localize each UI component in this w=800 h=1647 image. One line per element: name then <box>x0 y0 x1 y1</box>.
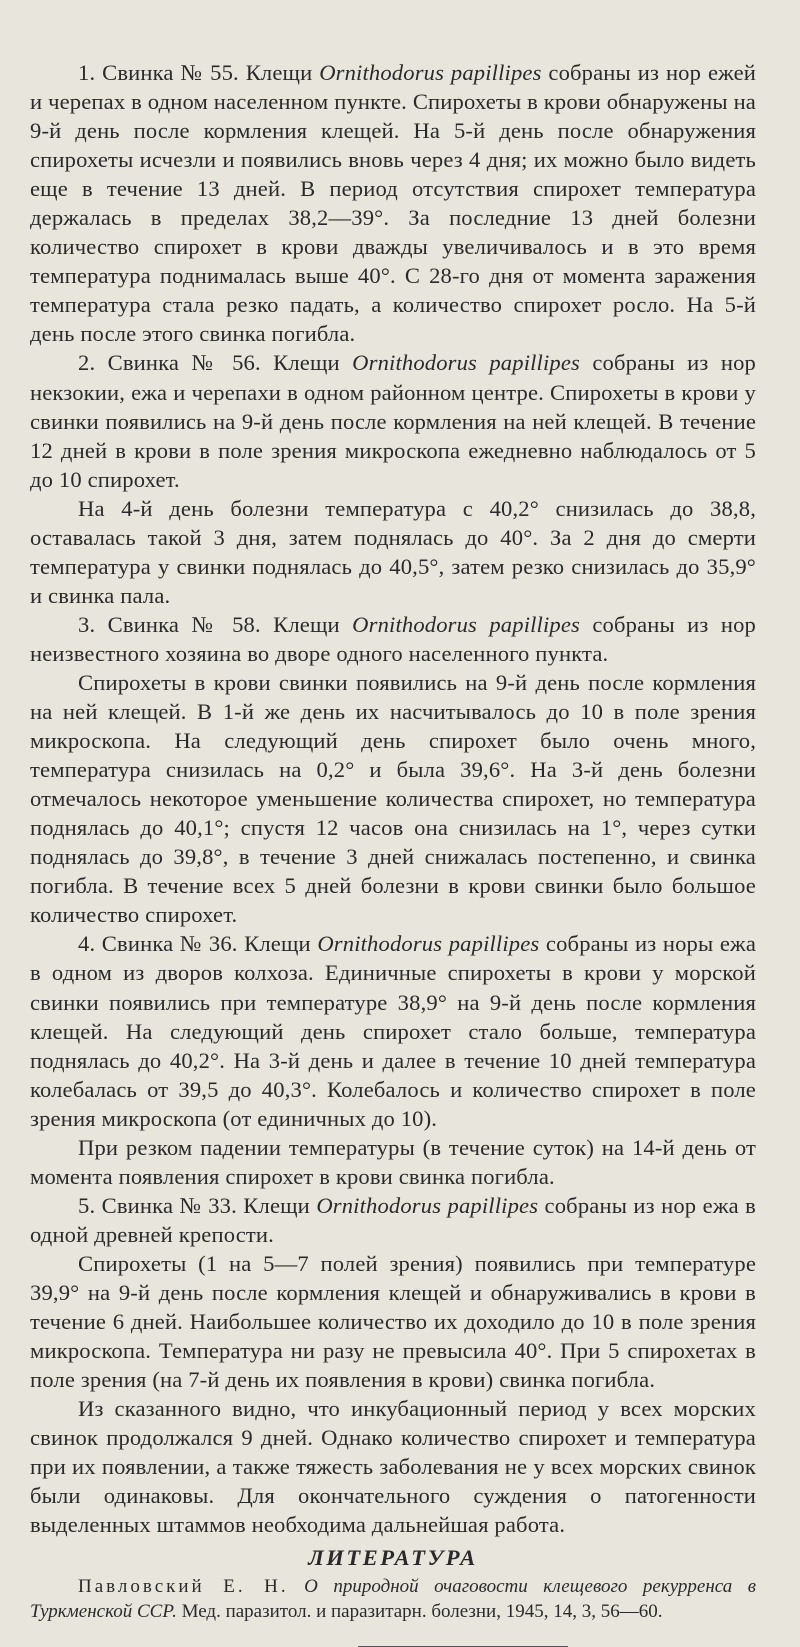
paragraph-case-1: 1. Свинка № 55. Клещи Ornithodorus papillipes собраны из нор ежей и черепах в одном населенном пункте. Спирохеты в крови обнаружены на 9-й день после кормления клещей. На 5-й день после обнаружения спирохеты исчезли и появились вновь через 4 дня; их можно было видеть еще в течение 13 дней. В период отсутствия спирохет температура держалась в пределах 38,2—39°. За последние 13 дней болезни количество спирохет в крови дважды увеличивалось и в это время температура поднималась выше 40°. С 28-го дня от момента заражения температура стала резко падать, а количество спирохет росло. На 5-й день после этого свинка погибла. <box>30 60 757 347</box>
paragraph-case-5-course: Спирохеты (1 на 5—7 полей зрения) появились при температуре 39,9° на 9-й день после кормления клещей и обнаруживались в крови в течение 6 дней. Наибольшее количество их доходило до 10 в поле зрения микроскопа. Температура ни разу не превысила 40°. При 5 спирохетах в поле зрения (на 7-й день их появления в крови) свинка погибла. <box>30 1250 756 1393</box>
paragraph-conclusion: Из сказанного видно, что инкубационный период у всех морских свинок продолжался 9 дней. Однако количество спирохет и температура при их появлении, а также тяжесть заболевания не у всех морских свинок были одинаковы. Для окончательного суждения о патогенности выделенных штаммов необходима дальнейшая работа. <box>30 1396 756 1538</box>
paragraph-case-3-course: Спирохеты в крови свинки появились на 9-й день после кормления на ней клещей. В 1-й же день их насчитывалось до 10 в поле зрения микроскопа. На следующий день спирохет было очень много, температура снизилась на 0,2° и была 39,6°. На 3-й день болезни отмечалось некоторое уменьшение количества спирохет, но температура поднялась до 40,1°; спустя 12 часов она снизилась на 1°, через сутки поднялась до 39,8°, в течение 3 дней снижалась постепенно, и свинка погибла. В течение всех 5 дней болезни в крови свинки было большое количество спирохет. <box>30 669 756 928</box>
species-name: Ornithodorus papillipes <box>352 350 580 376</box>
literature-heading: ЛИТЕРАТУРА <box>308 1545 478 1571</box>
paragraph-case-4-outcome: При резком падении температуры (в течение суток) на 14-й день от момента появления спирохет в крови свинка погибла. <box>30 1134 756 1189</box>
reference-source: Мед. паразитол. и паразитарн. болезни, 1945, 14, 3, 56—60. <box>176 1601 663 1623</box>
literature-reference <box>30 1574 756 1624</box>
species-name: Ornithodorus papillipes <box>317 931 540 957</box>
species-name: Ornithodorus papillipes <box>316 1192 539 1218</box>
paragraph-case-2: 2. Свинка № 56. Клещи Ornithodorus papillipes собраны из нор некзокии, ежа и черепахи в одном районном центре. Спирохеты в крови у свинки появились на 9-й день после кормления на ней клещей. В течение 12 дней в крови в поле зрения микроскопа ежедневно наблюдалось от 5 до 10 спирохет. <box>30 350 757 492</box>
paragraph-case-3: 3. Свинка № 58. Клещи Ornithodorus papillipes собраны из нор неизвестного хозяина во дворе одного населенного пункта. <box>30 611 757 666</box>
paragraph-case-2-temperature: На 4-й день болезни температура с 40,2° снизилась до 38,8, оставалась такой 3 дня, затем поднялась до 40°. За 2 дня до смерти температура у свинки поднялась до 40,5°, затем резко снизилась до 35,9° и свинка пала. <box>30 495 756 608</box>
paragraph-case-4: 4. Свинка № 36. Клещи Ornithodorus papillipes собраны из норы ежа в одном из дворов колхоза. Единичные спирохеты в крови у морской свинки появились при температуре 38,9° на 9-й день после кормления клещей. На следующий день спирохет стало больше, температура поднялась до 40,2°. На 3-й день и далее в течение 10 дней температура колебалась от 39,5 до 40,3°. Колебалось и количество спирохет в поле зрения микроскопа (от единичных до 10). <box>30 931 756 1131</box>
species-name: Ornithodorus papillipes <box>319 60 542 85</box>
reference-authors: Павловский Е. Н. <box>78 1576 289 1598</box>
paragraph-case-5: 5. Свинка № 33. Клещи Ornithodorus papillipes собраны из нор ежа в одной древней крепости. <box>30 1192 756 1247</box>
reference-title: О природной очаговости клещевого рекурренса в Туркменской ССР. <box>30 1576 756 1623</box>
species-name: Ornithodorus papillipes <box>352 611 580 637</box>
